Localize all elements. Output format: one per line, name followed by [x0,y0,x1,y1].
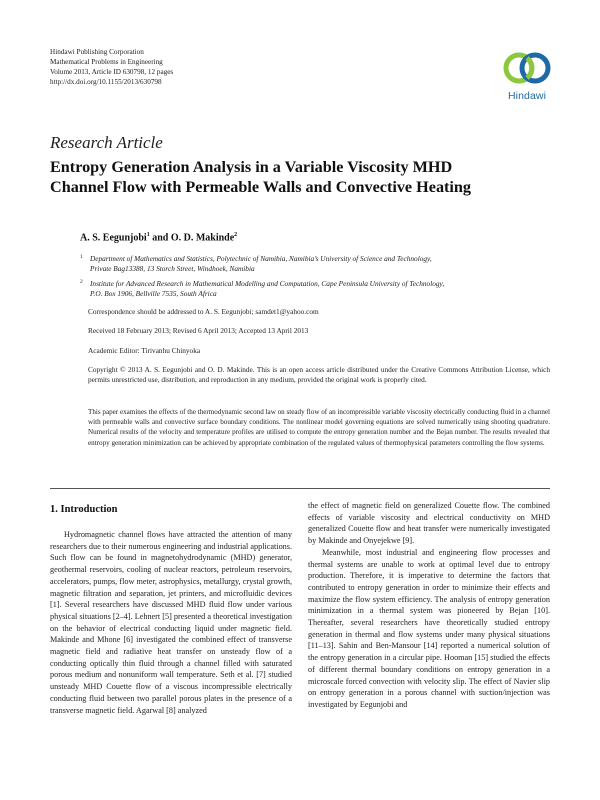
section-divider [50,488,550,489]
affiliation-1-number: 1 [80,254,83,260]
intro-left-column [50,529,292,716]
author-2-affiliation: 2 [234,232,238,238]
affiliation-1-line-2: Private Bag13388, 13 Storch Street, Windhoek, Namibia [90,264,255,273]
abstract: This paper examines the effects of the thermodynamic second law on steady flow of an incompressible variable viscosity electrically conducting fluid in a channel with permeable walls and convective surface boundary conditions. The nonlinear model governing equations are solved numerically using shooting quadrature. Numerical results of the velocity and temperature profiles are utilised to compute the entropy generation number and the Bejan number. The results revealed that entropy generation minimization can be achieved by appropriate combination of the regulated values of thermophysical parameters controlling the flow systems. [88,408,550,447]
intro-paragraph-2: Meanwhile, most industrial and engineering flow processes and thermal systems are unable to work at optimal level due to entropy production. Therefore, it is imperative to determine the factors that contributed to entropy generation in order to minimize their effects and maximize the flow system efficiency. The analysis of entropy generation minimization in a thermal system was pioneered by Bejan [10]. Thereafter, several researchers have theoretically studied entropy generation in thermal and flow systems under many physical situations [11–13]. Sahin and Ben-Mansour [14] reported a numerical solution of the entropy generation in a circular pipe. Hooman [15] studied the effects of different thermal boundary conditions on entropy generation in a microscale forced convection with velocity slip. The effect of Navier slip on entropy generation in a porous channel with suction/injection was investigated by Eegunjobi and [308,547,550,709]
doi-link[interactable]: http://dx.doi.org/10.1155/2013/630798 [50,78,162,86]
affiliation-2 [80,279,550,299]
affiliation-2-line-1: Institute for Advanced Research in Mathematical Modelling and Computation, Cape Peninsula University of Technology, [90,279,445,288]
article-title-line-1: Entropy Generation Analysis in a Variable Viscosity MHD [50,158,453,176]
intro-paragraph-1-continued: the effect of magnetic field on generalized Couette flow. The combined effects of variable viscosity and electrical conductivity on MHD generalized Couette flow and heat transfer were numerically investigated by Makinde and Onyejekwe [9]. [308,501,550,546]
publisher-name: Hindawi Publishing Corporation [50,48,144,56]
article-title-line-2: Channel Flow with Permeable Walls and Convective Heating [50,178,472,196]
article-title [50,157,550,197]
author-1-affiliation: 1 [146,232,150,238]
affiliation-1-line-1: Department of Mathematics and Statistics, Polytechnic of Namibia, Namibia’s University of Science and Technology, [90,254,432,263]
intro-right-column [308,500,550,711]
article-dates: Received 18 February 2013; Revised 6 April 2013; Accepted 13 April 2013 [88,326,309,335]
correspondence: Correspondence should be addressed to A. S. Eegunjobi; samdet1@yahoo.com [88,307,319,316]
volume-info: Volume 2013, Article ID 630798, 12 pages [50,68,174,76]
copyright-notice: Copyright © 2013 A. S. Eegunjobi and O. D. Makinde. This is an open access article distributed under the Creative Commons Attribution License, which permits unrestricted use, distribution, and reproduction in any medium, provided the original work is properly cited. [88,365,550,385]
author-1: A. S. Eegunjobi [80,232,147,244]
author-2: O. D. Makinde [170,232,235,244]
author-list [80,232,237,243]
affiliation-2-line-2: P.O. Box 1906, Bellville 7535, South Africa [90,289,217,298]
section-heading-introduction: 1. Introduction [50,504,118,515]
article-type: Research Article [50,133,163,152]
academic-editor: Academic Editor: Tirivanhu Chinyoka [88,346,201,355]
hindawi-logo-text: Hindawi [507,90,547,102]
affiliation-2-number: 2 [80,279,83,285]
author-separator: and [149,232,171,244]
intro-paragraph-1: Hydromagnetic channel flows have attracted the attention of many researchers due to their numerous engineering and industrial applications. Such flow can be found in magnetohydrodynamic (MHD) generator, geothermal reservoirs, cooling of nuclear reactors, petroleum reservoirs, accelerators, pumps, flow meter, astrophysics, metallurgy, crystal growth, magnetic filtration and separation, jet printers, and microfluidic devices [1]. Several researchers have discussed MHD fluid flow under various physical situations [2–4]. Lehnert [5] presented a theoretical investigation on the behavior of electrical conducting liquid under magnetic field. Makinde and Mhone [6] investigated the combined effect of transverse magnetic field and radiative heat transfer on unsteady flow of a conducting optically thin fluid through a channel filled with saturated porous medium and nonuniform wall temperature. Seth et al. [7] studied unsteady MHD Couette flow of a viscous incompressible electrically conducting fluid between two parallel porous plates in the presence of a transverse magnetic field. Agarwal [8] analyzed [50,530,292,715]
affiliation-1 [80,254,550,274]
journal-name: Mathematical Problems in Engineering [50,58,163,66]
